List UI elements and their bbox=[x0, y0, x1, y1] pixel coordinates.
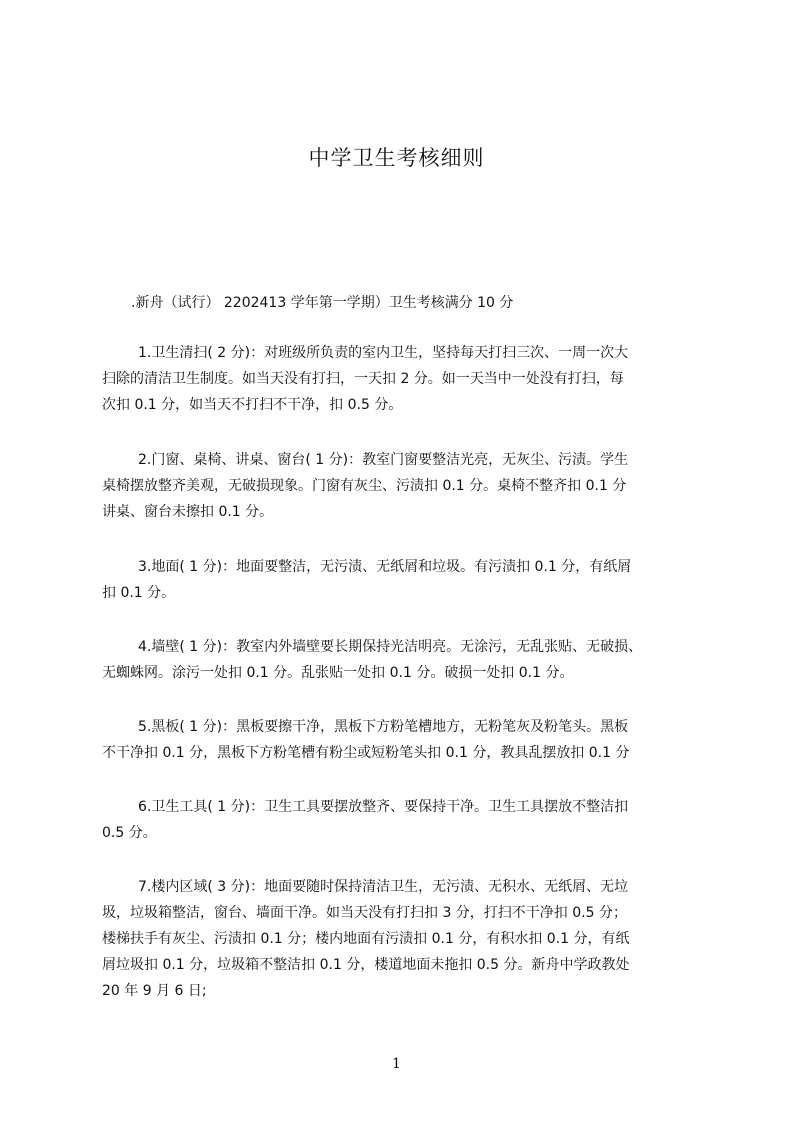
section-line: 无蜘蛛网。涂污一处扣 0.1 分。乱张贴一处扣 0.1 分。破损一处扣 0.1 分。 bbox=[102, 665, 574, 681]
section-4-walls bbox=[102, 634, 722, 686]
section-line: 6.卫生工具( 1 分)：卫生工具要摆放整齐、要保持干净。卫生工具摆放不整洁扣 bbox=[138, 799, 629, 815]
section-line: 圾，垃圾箱整洁，窗台、墙面干净。如当天没有打扫扣 3 分，打扫不干净扣 0.5 分； bbox=[102, 905, 627, 921]
section-line: 桌椅摆放整齐美观，无破损现象。门窗有灰尘、污渍扣 0.1 分。桌椅不整齐扣 0.1 分 bbox=[102, 478, 627, 494]
section-line: 1.卫生清扫( 2 分)：对班级所负责的室内卫生，坚持每天打扫三次、一周一次大 bbox=[138, 345, 629, 361]
page-number: 1 bbox=[392, 1056, 401, 1072]
section-line: 扣 0.1 分。 bbox=[102, 585, 176, 601]
section-line: 不干净扣 0.1 分，黑板下方粉笔槽有粉尘或短粉笔头扣 0.1 分，教具乱摆放扣 0.1 分 bbox=[102, 745, 630, 761]
section-3-floor bbox=[102, 554, 722, 606]
document-title: 中学卫生考核细则 bbox=[308, 146, 485, 170]
section-7-building-area bbox=[102, 874, 722, 1004]
section-2-doors-windows-desks bbox=[102, 447, 722, 525]
section-line: 楼梯扶手有灰尘、污渍扣 0.1 分；楼内地面有污渍扣 0.1 分，有积水扣 0.1 分，有纸 bbox=[102, 931, 630, 947]
section-line: 0.5 分。 bbox=[102, 825, 157, 841]
section-5-blackboard bbox=[102, 714, 722, 766]
section-line: 7.楼内区域( 3 分)：地面要随时保持清洁卫生，无污渍、无积水、无纸屑、无垃 bbox=[138, 879, 629, 895]
section-line: 屑垃圾扣 0.1 分，垃圾箱不整洁扣 0.1 分，楼道地面未拖扣 0.5 分。新舟中学政教处 bbox=[102, 957, 630, 973]
section-line: 4.墙壁( 1 分)：教室内外墙壁要长期保持光洁明亮。无涂污，无乱张贴、无破损、 bbox=[138, 639, 643, 655]
document-subtitle: .新舟（试行） 2202413 学年第一学期）卫生考核满分 10 分 bbox=[131, 295, 514, 311]
section-line: 5.黑板( 1 分)：黑板要擦干净，黑板下方粉笔槽地方，无粉笔灰及粉笔头。黑板 bbox=[138, 719, 629, 735]
section-line: 讲桌、窗台未擦扣 0.1 分。 bbox=[102, 504, 274, 520]
section-6-cleaning-tools bbox=[102, 794, 722, 846]
section-line: 2.门窗、桌椅、讲桌、窗台( 1 分)：教室门窗要整洁光亮，无灰尘、污渍。学生 bbox=[138, 452, 629, 468]
section-line: 扫除的清洁卫生制度。如当天没有打扫，一天扣 2 分。如一天当中一处没有打扫，每 bbox=[102, 371, 624, 387]
section-1-sanitation-cleaning bbox=[102, 340, 722, 418]
section-line: 3.地面( 1 分)：地面要整洁，无污渍、无纸屑和垃圾。有污渍扣 0.1 分，有纸屑 bbox=[138, 559, 632, 575]
section-line: 次扣 0.1 分，如当天不打扫不干净，扣 0.5 分。 bbox=[102, 397, 403, 413]
section-line: 20 年 9 月 6 日; bbox=[102, 983, 207, 999]
